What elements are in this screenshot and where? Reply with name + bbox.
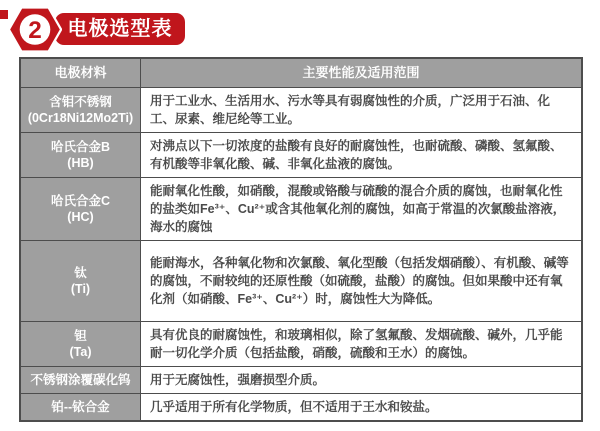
table-row	[21, 132, 581, 177]
page-title: 电极选型表	[67, 18, 173, 40]
material-code: (Ta)	[69, 345, 92, 359]
description-text: 能耐海水，各种氧化物和次氯酸、氧化型酸（包括发烟硝酸）、有机酸、碱等的腐蚀，不耐较纯的还原性酸（如硫酸，盐酸）的腐蚀。但如果酸中还有氧化剂（如硝酸、Fe³⁺、Cu²⁺）时，腐蚀性大为降低。	[150, 256, 569, 306]
material-name: 钛	[74, 266, 87, 280]
material-code: (0Cr18Ni12Mo2Ti)	[27, 111, 134, 125]
material-cell	[21, 322, 141, 366]
description-cell	[141, 241, 581, 321]
description-cell	[141, 178, 581, 240]
description-cell	[141, 322, 581, 366]
material-name: 哈氏合金B	[50, 140, 111, 154]
table-row	[21, 240, 581, 321]
page-header	[0, 0, 600, 57]
material-cell	[21, 367, 141, 393]
header-performance-label: 主要性能及适用范围	[302, 65, 420, 80]
material-name: 不锈钢涂覆碳化钨	[30, 373, 131, 387]
table-header-row	[21, 59, 581, 87]
header-material-label: 电极材料	[54, 65, 107, 80]
material-code: (Ti)	[70, 282, 91, 296]
description-cell	[141, 367, 581, 393]
electrode-selection-table	[19, 57, 583, 422]
header-performance-cell	[141, 59, 581, 87]
table-row	[21, 393, 581, 420]
edge-accent-square	[0, 10, 8, 19]
table-row	[21, 366, 581, 393]
description-cell	[141, 88, 581, 132]
material-cell	[21, 88, 141, 132]
material-name: 含钼不锈钢	[49, 95, 112, 109]
table-row	[21, 321, 581, 366]
material-cell	[21, 178, 141, 240]
description-cell	[141, 133, 581, 177]
description-text: 具有优良的耐腐蚀性，和玻璃相似，除了氢氟酸、发烟硫酸、碱外，几乎能耐一切化学介质（包括盐酸，硝酸，硫酸和王水）的腐蚀。	[150, 328, 563, 360]
material-cell	[21, 133, 141, 177]
header-material-cell	[21, 59, 141, 87]
description-text: 对沸点以下一切浓度的盐酸有良好的耐腐蚀性，也耐硫酸、磷酸、氢氟酸、有机酸等非氧化酸、碱、非氧化盐液的腐蚀。	[150, 139, 563, 171]
title-banner	[55, 13, 185, 45]
table-row	[21, 177, 581, 240]
table-row	[21, 87, 581, 132]
description-cell	[141, 394, 581, 420]
description-text: 用于无腐蚀性，强磨损型介质。	[150, 373, 326, 387]
number-badge-icon	[8, 5, 62, 54]
description-text: 能耐氧化性酸，如硝酸，混酸或铬酸与硫酸的混合介质的腐蚀，也耐氧化性的盐类如Fe³⁺、Cu²⁺或含其他氧化剂的腐蚀，如高于常温的次氯酸盐溶液，海水的腐蚀	[150, 184, 566, 234]
material-name: 钽	[74, 329, 87, 343]
material-cell	[21, 241, 141, 321]
description-text: 几乎适用于所有化学物质，但不适用于王水和铵盐。	[150, 400, 438, 414]
material-name: 哈氏合金C	[50, 194, 111, 208]
material-code: (HC)	[67, 210, 94, 224]
badge-number: 2	[28, 17, 42, 45]
material-cell	[21, 394, 141, 420]
description-text: 用于工业水、生活用水、污水等具有弱腐蚀性的介质，广泛用于石油、化工、尿素、维尼纶等工业。	[150, 94, 551, 126]
material-name: 铂--铱合金	[51, 400, 110, 414]
material-code: (HB)	[67, 156, 94, 170]
